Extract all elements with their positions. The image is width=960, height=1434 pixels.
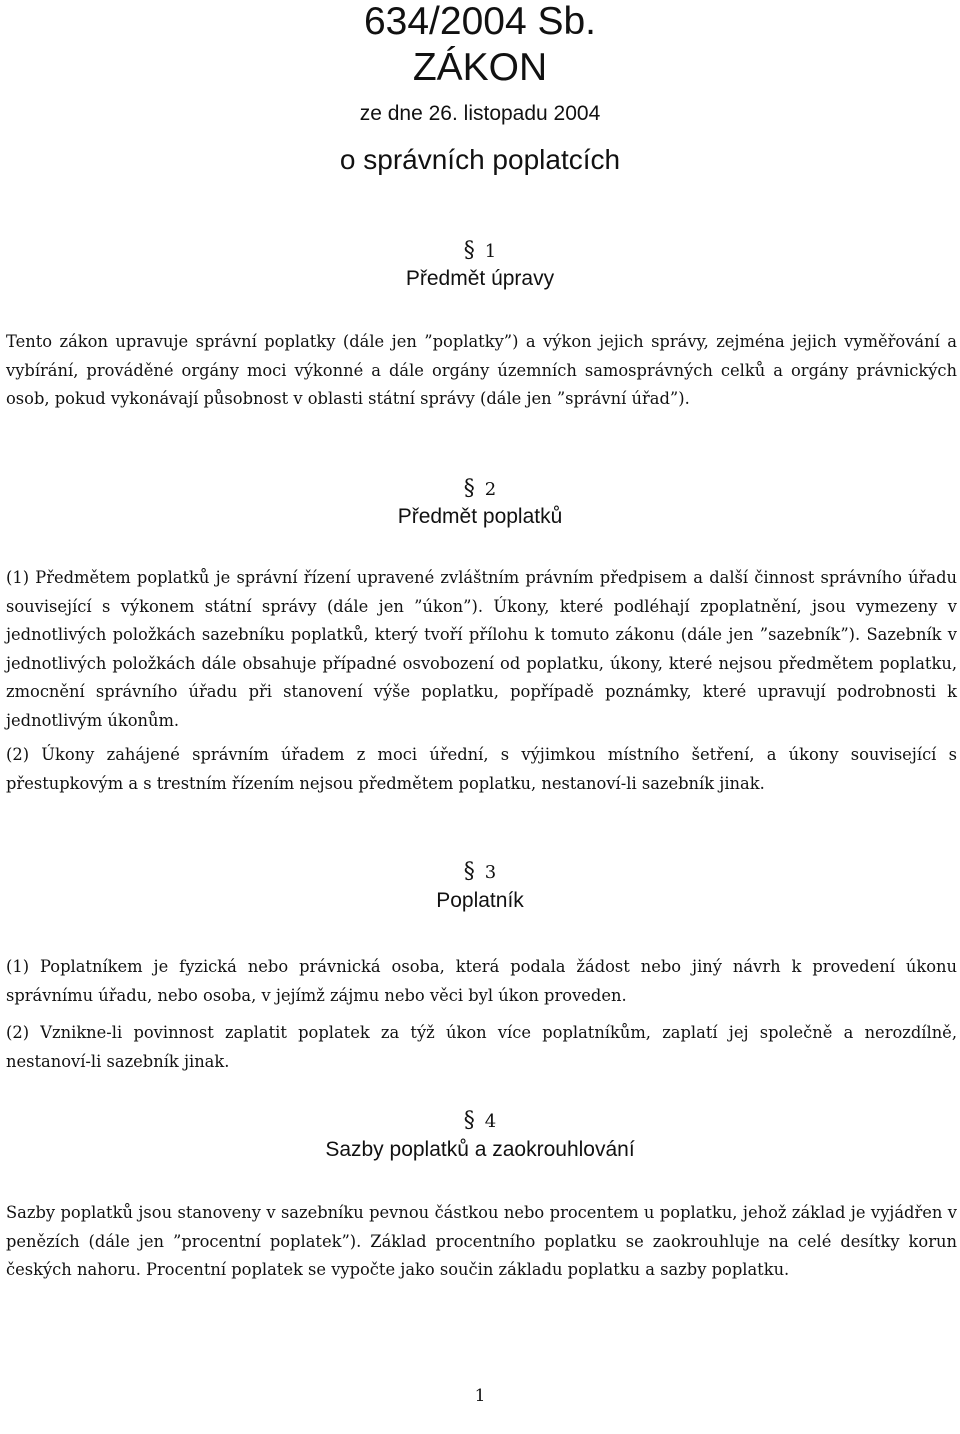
section-number: 3 xyxy=(484,862,497,883)
section-symbol: § xyxy=(463,476,475,501)
section-3-title: Poplatník xyxy=(436,889,524,912)
law-subject: o správních poplatcích xyxy=(339,144,621,175)
section-1-heading-number xyxy=(0,240,960,263)
section-symbol: § xyxy=(463,238,475,263)
section-1-title: Předmět úpravy xyxy=(405,267,555,290)
law-kind: ZÁKON xyxy=(412,46,548,89)
section-2-heading-number xyxy=(0,478,960,501)
section-number: 4 xyxy=(484,1111,497,1132)
section-4-heading-number xyxy=(0,1110,960,1133)
section-symbol: § xyxy=(463,859,475,884)
section-2-title: Předmět poplatků xyxy=(397,505,563,528)
section-4-paragraph: Sazby poplatků jsou stanoveny v sazebníku pevnou částkou nebo procentem u poplatku, jehož základ je vyjádřen v penězích (dále jen ”procentní poplatek”). Základ procentního poplatku se zaokrouhluje na celé desítky korun českých nahoru. Procentní poplatek se vypočte jako součin základu poplatku a sazby poplatku. xyxy=(6,1203,957,1279)
section-2-paragraph-2: (2) Úkony zahájené správním úřadem z moci úřední, s výjimkou místního šetření, a úkony související s přestupkovým a s trestním řízením nejsou předmětem poplatku, nestanoví-li sazebník jinak. xyxy=(6,745,957,793)
law-date: ze dne 26. listopadu 2004 xyxy=(359,102,601,125)
section-symbol: § xyxy=(463,1108,475,1133)
law-number: 634/2004 Sb. xyxy=(363,0,597,43)
section-number: 2 xyxy=(484,479,497,500)
section-2-paragraph-1: (1) Předmětem poplatků je správní řízení upravené zvláštním právním předpisem a další činnost správního úřadu související s výkonem státní správy (dále jen ”úkon”). Úkony, které podléhají zpoplatnění, jsou vymezeny v jednotlivých položkách sazebníku poplatků, který tvoří přílohu k tomuto zákonu (dále jen ”sazebník”). Sazebník v jednotlivých položkách dále obsahuje případné osvobození od poplatku, úkony, které nejsou předmětem poplatku, zmocnění správního úřadu při stanovení výše poplatku, popřípadě poznámky, které upravují podrobnosti k jednotlivým úkonům. xyxy=(6,568,957,730)
section-1-paragraph: Tento zákon upravuje správní poplatky (dále jen ”poplatky”) a výkon jejich správy, zejména jejich vyměřování a vybírání, prováděné orgány moci výkonné a dále orgány územních samosprávných celků a orgány právnických osob, pokud vykonávají působnost v oblasti státní správy (dále jen ”správní úřad”). xyxy=(6,332,957,408)
section-3-paragraph-1: (1) Poplatníkem je fyzická nebo právnická osoba, která podala žádost nebo jiný návrh k provedení úkonu správnímu úřadu, nebo osoba, v jejímž zájmu nebo věci byl úkon proveden. xyxy=(6,957,957,1005)
page-number: 1 xyxy=(474,1386,486,1406)
section-number: 1 xyxy=(484,241,497,262)
section-4-title: Sazby poplatků a zaokrouhlování xyxy=(325,1138,635,1161)
section-3-paragraph-2: (2) Vznikne-li povinnost zaplatit poplatek za týž úkon více poplatníkům, zaplatí jej společně a nerozdílně, nestanoví-li sazebník jinak. xyxy=(6,1023,957,1071)
section-3-heading-number xyxy=(0,861,960,884)
